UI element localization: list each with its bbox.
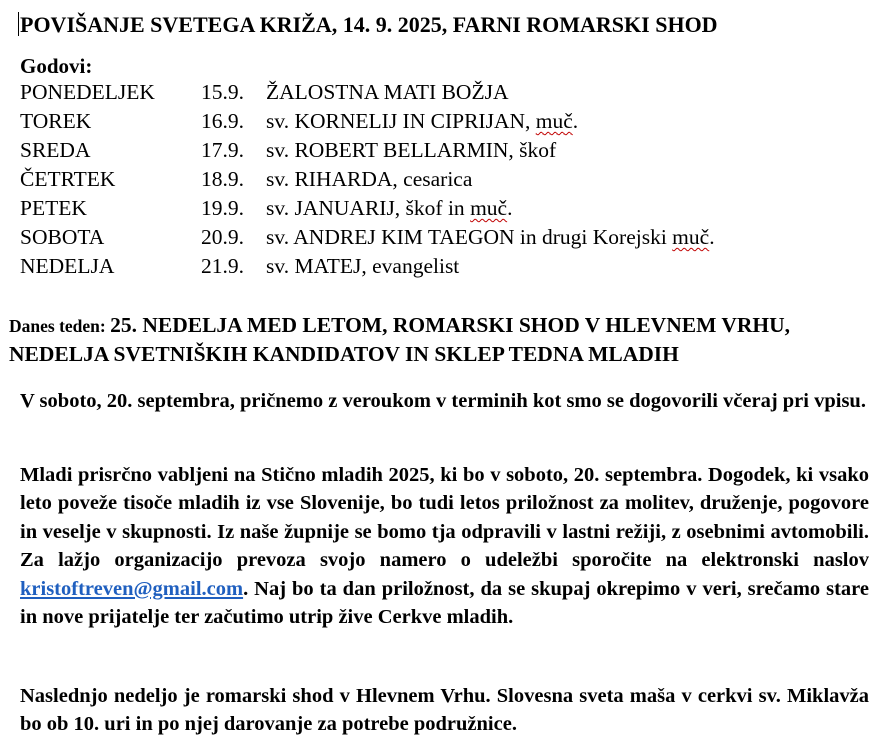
schedule-date: 17.9. <box>201 138 244 162</box>
feast-tail: . <box>709 225 715 249</box>
schedule-row <box>20 136 880 165</box>
schedule-feast: sv. ROBERT BELLARMIN, škof <box>266 138 557 162</box>
youth-event-paragraph <box>20 461 869 631</box>
schedule-row <box>20 107 880 136</box>
feast-text: sv. JANUARIJ, škof in <box>266 196 471 220</box>
schedule-feast: sv. RIHARDA, cesarica <box>266 167 473 191</box>
schedule-row <box>20 165 880 194</box>
text-cursor <box>18 12 19 36</box>
feast-schedule <box>20 78 880 281</box>
schedule-date: 18.9. <box>201 167 244 191</box>
schedule-row <box>20 194 880 223</box>
schedule-feast <box>266 194 512 223</box>
spellcheck-word[interactable]: muč <box>672 225 710 249</box>
feast-days-label: Godovi: <box>20 54 93 78</box>
schedule-date: 21.9. <box>201 254 244 278</box>
feast-text: sv. KORNELIJ IN CIPRIJAN, <box>266 109 536 133</box>
next-week-text: 25. NEDELJA MED LETOM, ROMARSKI SHOD V HLEVNEM VRHU, NEDELJA SVETNIŠKIH KANDIDATOV IN SKLEP TEDNA MLADIH <box>9 313 791 366</box>
next-week-heading <box>9 311 869 368</box>
feast-tail: . <box>572 109 579 133</box>
feast-tail: . <box>507 196 513 220</box>
schedule-row <box>20 223 880 252</box>
schedule-day: SOBOTA <box>20 225 105 249</box>
pilgrimage-paragraph: Naslednjo nedeljo je romarski shod v Hlevnem Vrhu. Slovesna sveta maša v cerkvi sv. Miklavža bo ob 10. uri in po njej darovanje za potrebe podružnice. <box>20 685 869 736</box>
catechism-paragraph: V soboto, 20. septembra, pričnemo z veroukom v terminih kot smo se dogovorili včeraj pri vpisu. <box>20 390 866 412</box>
schedule-day: PETEK <box>20 196 87 220</box>
page-title: POVIŠANJE SVETEGA KRIŽA, 14. 9. 2025, FARNI ROMARSKI SHOD <box>20 12 718 37</box>
schedule-feast: sv. MATEJ, evangelist <box>266 254 460 278</box>
schedule-day: SREDA <box>20 138 91 162</box>
schedule-day: ČETRTEK <box>20 167 116 191</box>
spellcheck-word[interactable]: muč <box>535 109 573 133</box>
schedule-day: PONEDELJEK <box>20 80 155 104</box>
schedule-date: 20.9. <box>201 225 244 249</box>
schedule-day: TOREK <box>20 109 92 133</box>
feast-text: sv. ANDREJ KIM TAEGON in drugi Korejski <box>266 225 673 249</box>
email-link[interactable]: kristoftreven@gmail.com <box>20 577 244 600</box>
schedule-date: 16.9. <box>201 109 244 133</box>
schedule-date: 19.9. <box>201 196 244 220</box>
schedule-feast <box>266 223 715 252</box>
next-week-prefix: Danes teden: <box>9 316 111 336</box>
schedule-date: 15.9. <box>201 80 244 104</box>
schedule-feast: ŽALOSTNA MATI BOŽJA <box>266 80 509 104</box>
schedule-row <box>20 252 880 281</box>
schedule-day: NEDELJA <box>20 254 115 278</box>
youth-event-text-end: . Naj bo ta dan priložnost, da se skupaj okrepimo v veri, srečamo stare in nove prijatelje ter začutimo utrip žive Cerkve mladih. <box>20 577 869 629</box>
spellcheck-word[interactable]: muč <box>470 196 508 220</box>
schedule-feast <box>266 107 578 136</box>
youth-event-text: Mladi prisrčno vabljeni na Stično mladih 2025, ki bo v soboto, 20. septembra. Dogodek, ki vsako leto poveže tisoče mladih iz vse Slovenije, bo tudi letos priložnost za molitev, druženje, pogovore in veselje v skupnosti. Iz naše župnije se bomo tja odpravili v lastni režiji, z osebnimi avtomobili. Za lažjo organizacijo prevoza svojo namero o udeležbi sporočite na elektronski naslov <box>20 464 869 572</box>
schedule-row <box>20 78 880 107</box>
